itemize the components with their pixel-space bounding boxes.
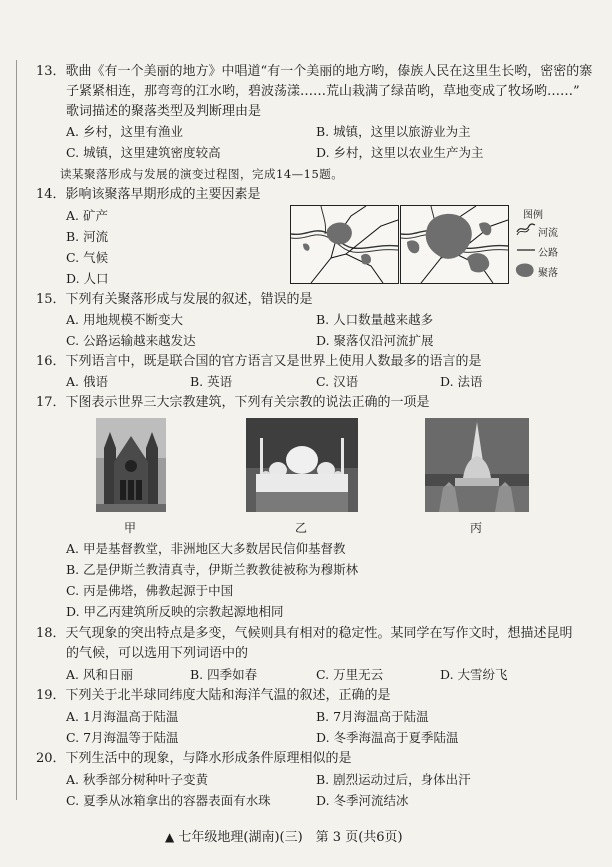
photo-caption-bing: 丙 bbox=[470, 521, 483, 535]
legend-river-label: 河流 bbox=[538, 228, 558, 239]
legend-river-icon bbox=[516, 222, 536, 236]
q20-option-d: D. 冬季河流结冰 bbox=[316, 793, 409, 808]
photo-caption-jia: 甲 bbox=[124, 521, 137, 535]
q14-option-a: A. 矿产 bbox=[66, 208, 108, 223]
q17-option-a: A. 甲是基督教堂，非洲地区大多数居民信仰基督教 bbox=[66, 541, 346, 556]
q13-option-b: B. 城镇，这里以旅游业为主 bbox=[316, 124, 471, 139]
q13-option-c: C. 城镇，这里建筑密度较高 bbox=[66, 145, 221, 160]
q18-option-d: D. 大雪纷飞 bbox=[440, 667, 508, 682]
q18-option-b: B. 四季如春 bbox=[190, 667, 258, 682]
q15-option-d: D. 聚落仅沿河流扩展 bbox=[316, 333, 434, 348]
q13-stem-line3: 歌词描述的聚落类型及判断理由是 bbox=[66, 104, 262, 119]
q13-option-a: A. 乡村，这里有渔业 bbox=[66, 124, 183, 139]
q19-option-d: D. 冬季海温高于夏季陆温 bbox=[316, 730, 459, 745]
q18-option-c: C. 万里无云 bbox=[316, 667, 384, 682]
q16-option-b: B. 英语 bbox=[190, 374, 233, 389]
q17-option-c: C. 丙是佛塔，佛教起源于中国 bbox=[66, 583, 234, 598]
page-footer bbox=[165, 826, 403, 845]
q19-stem: 19．下列关于北半球同纬度大陆和海洋气温的叙述，正确的是 bbox=[36, 688, 391, 703]
q13-stem-line2: 子紧紧相连，那弯弯的江水哟，碧波荡漾……荒山栽满了绿苗哟，草地变成了牧场哟……” bbox=[66, 84, 580, 99]
q14-option-b: B. 河流 bbox=[66, 229, 109, 244]
q16-option-a: A. 俄语 bbox=[66, 374, 108, 389]
q19-option-b: B. 7月海温高于陆温 bbox=[316, 709, 429, 724]
publisher-logo-icon: ▲ bbox=[165, 830, 175, 844]
settlement-map-developed bbox=[400, 205, 509, 284]
q14-stem: 14．影响该聚落早期形成的主要因素是 bbox=[36, 187, 261, 202]
q14-option-c: C. 气候 bbox=[66, 250, 109, 265]
q15-stem: 15．下列有关聚落形成与发展的叙述，错误的是 bbox=[36, 292, 313, 307]
q15-option-c: C. 公路运输越来越发达 bbox=[66, 333, 196, 348]
legend-settlement-label: 聚落 bbox=[538, 268, 558, 279]
settlement-map-developed-svg bbox=[401, 206, 508, 283]
q17-option-d: D. 甲乙丙建筑所反映的宗教起源地相同 bbox=[66, 604, 284, 619]
legend-road-label: 公路 bbox=[538, 248, 558, 259]
q15-option-a: A. 用地规模不断变大 bbox=[66, 312, 183, 327]
q16-option-c: C. 汉语 bbox=[316, 374, 359, 389]
pagoda-photo bbox=[425, 418, 529, 512]
q20-stem: 20．下列生活中的现象，与降水形成条件原理相似的是 bbox=[36, 751, 352, 766]
q17-stem: 17．下图表示世界三大宗教建筑，下列有关宗教的说法正确的一项是 bbox=[36, 395, 430, 410]
q20-option-a: A. 秋季部分树种叶子变黄 bbox=[66, 772, 208, 787]
intro-14-15: 读某聚落形成与发展的演变过程图，完成14—15题。 bbox=[60, 167, 344, 181]
q13-stem-line1: 13．歌曲《有一个美丽的地方》中唱道“有一个美丽的地方哟，傣族人民在这里生长哟，密密的寨 bbox=[36, 64, 593, 79]
mosque-photo bbox=[246, 418, 358, 512]
q19-option-a: A. 1月海温高于陆温 bbox=[66, 709, 179, 724]
cathedral-photo bbox=[96, 418, 166, 512]
q18-stem-line2: 的气候，可以选用下列词语中的 bbox=[66, 646, 249, 661]
footer-text: 七年级地理(湖南)(三) 第 3 页(共6页) bbox=[178, 830, 403, 845]
q19-option-c: C. 7月海温等于陆温 bbox=[66, 730, 179, 745]
legend-road-icon bbox=[516, 246, 536, 254]
legend-settlement-icon bbox=[514, 262, 536, 278]
q16-stem: 16．下列语言中，既是联合国的官方语言又是世界上使用人数最多的语言的是 bbox=[36, 354, 482, 369]
photo-caption-yi: 乙 bbox=[295, 521, 308, 535]
legend-title: 图例 bbox=[523, 210, 543, 221]
settlement-map-early bbox=[290, 205, 399, 284]
q18-option-a: A. 风和日丽 bbox=[66, 667, 133, 682]
settlement-map-early-svg bbox=[291, 206, 398, 283]
scan-edge-line bbox=[16, 60, 17, 800]
q20-option-c: C. 夏季从冰箱拿出的容器表面有水珠 bbox=[66, 793, 271, 808]
q18-stem-line1: 18．天气现象的突出特点是多变，气候则具有相对的稳定性。某同学在写作文时，想描述昆明 bbox=[36, 626, 573, 641]
q17-option-b: B. 乙是伊斯兰教清真寺，伊斯兰教教徒被称为穆斯林 bbox=[66, 562, 359, 577]
q15-option-b: B. 人口数量越来越多 bbox=[316, 312, 434, 327]
q20-option-b: B. 剧烈运动过后，身体出汗 bbox=[316, 772, 471, 787]
q13-option-d: D. 乡村，这里以农业生产为主 bbox=[316, 145, 484, 160]
q14-option-d: D. 人口 bbox=[66, 271, 109, 286]
q16-option-d: D. 法语 bbox=[440, 374, 483, 389]
